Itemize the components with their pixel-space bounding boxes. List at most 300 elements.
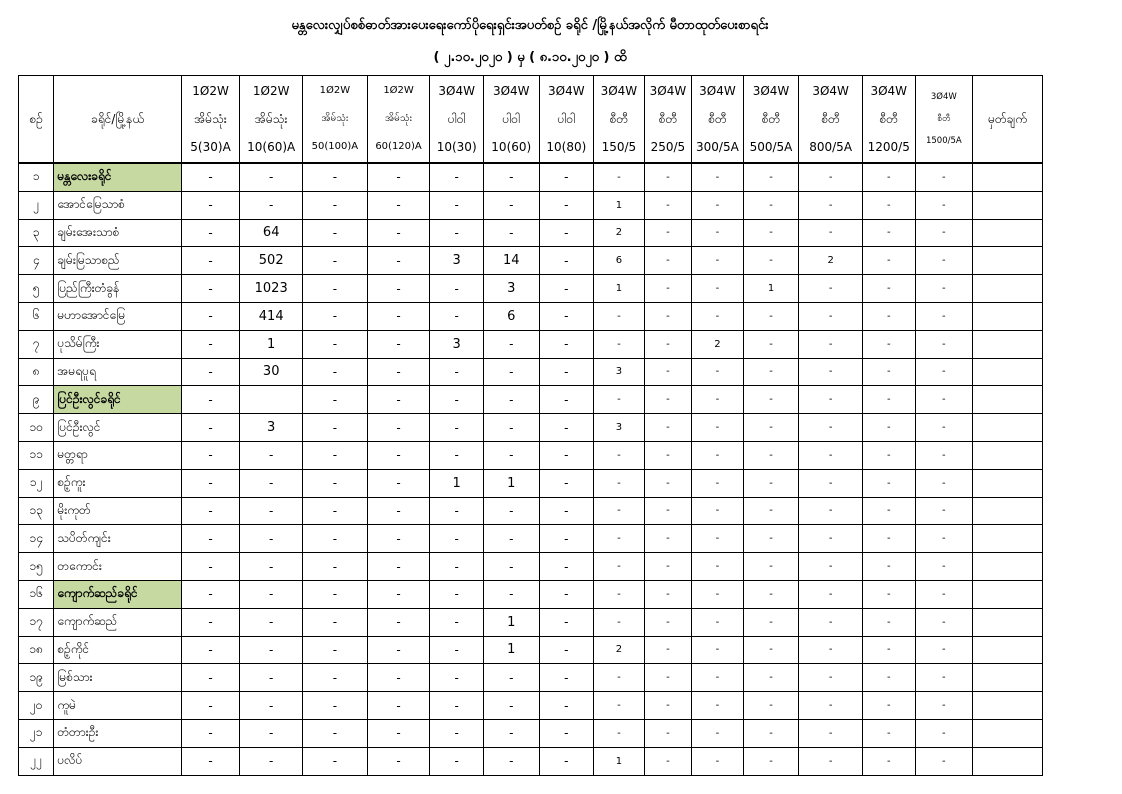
meter-count-cell: - (367, 247, 430, 275)
meter-count-cell: - (483, 163, 539, 191)
meter-count-cell: - (862, 664, 915, 692)
meter-count-cell: - (181, 414, 240, 442)
township-row (19, 275, 1043, 303)
meter-count-cell: - (862, 636, 915, 664)
meter-count-cell: - (483, 719, 539, 747)
meter-count-cell: - (181, 441, 240, 469)
township-name: စဉ့်ကိုင် (54, 636, 181, 664)
column-header-line: 50(100)A (311, 141, 359, 152)
township-row (19, 330, 1043, 358)
column-header-line: 60(120)A (375, 141, 422, 152)
meter-count-cell: - (862, 219, 915, 247)
meter-count-cell: - (594, 441, 645, 469)
meter-count-cell: - (430, 386, 484, 414)
meter-count-cell: - (539, 469, 594, 497)
meter-count-cell: - (743, 636, 799, 664)
meter-count-cell: - (743, 497, 799, 525)
meter-count-cell: - (430, 553, 484, 581)
meter-count-cell: - (303, 414, 368, 442)
meter-count-cell: - (594, 386, 645, 414)
column-header-line: 5(30)A (190, 140, 231, 154)
meter-count-cell: - (367, 719, 430, 747)
meter-count-cell: - (743, 219, 799, 247)
column-header (799, 76, 863, 164)
row-number: ၁၃ (19, 497, 54, 525)
meter-count-cell: - (430, 608, 484, 636)
meter-count-cell: - (743, 247, 799, 275)
meter-count-cell: - (430, 580, 484, 608)
meter-count-cell: - (430, 219, 484, 247)
meter-count-cell: - (799, 441, 863, 469)
meter-count-cell: - (644, 469, 692, 497)
meter-count-cell: - (483, 219, 539, 247)
row-number: ၄ (19, 247, 54, 275)
township-name: မဟာအောင်မြေ (54, 302, 181, 330)
meter-count-cell: - (799, 497, 863, 525)
meter-count-cell: - (644, 747, 692, 775)
meter-count-cell: - (240, 525, 303, 553)
meter-count-cell: - (539, 330, 594, 358)
column-header (915, 76, 973, 164)
meter-count-cell: - (430, 358, 484, 386)
meter-count-cell: - (799, 219, 863, 247)
meter-count-cell: - (539, 191, 594, 219)
column-header-line: 3Ø4W (649, 84, 687, 98)
meter-count-cell: - (915, 163, 973, 191)
remark-cell (973, 747, 1043, 775)
meter-count-cell: - (692, 358, 744, 386)
column-header-line: ပါဝါ (502, 112, 521, 126)
meter-count-cell: - (594, 553, 645, 581)
meter-count-cell: - (240, 608, 303, 636)
meter-count-cell: - (240, 636, 303, 664)
meter-count-cell: - (181, 553, 240, 581)
township-row (19, 414, 1043, 442)
meter-count-cell: - (181, 608, 240, 636)
meter-count-cell: 1 (483, 636, 539, 664)
meter-count-cell: - (181, 636, 240, 664)
column-header (692, 76, 744, 164)
meter-count-cell: - (430, 302, 484, 330)
meter-count-cell: 1 (483, 608, 539, 636)
column-header (594, 76, 645, 164)
meter-count-cell: - (915, 469, 973, 497)
township-row (19, 719, 1043, 747)
row-number: ၁၇ (19, 608, 54, 636)
meter-count-cell: - (692, 191, 744, 219)
meter-count-cell: - (862, 330, 915, 358)
meter-count-cell: - (799, 664, 863, 692)
meter-count-cell: - (240, 664, 303, 692)
meter-count-cell: - (692, 580, 744, 608)
remark-cell (973, 302, 1043, 330)
meter-count-cell: - (799, 636, 863, 664)
meter-count-cell: - (743, 553, 799, 581)
meter-count-cell: 1 (594, 275, 645, 303)
meter-count-cell: - (915, 386, 973, 414)
meter-count-cell: - (644, 497, 692, 525)
meter-count-cell: - (644, 608, 692, 636)
township-name: ပြင်ဦးလွင် (54, 414, 181, 442)
meter-count-cell: - (483, 191, 539, 219)
meter-count-cell: - (430, 719, 484, 747)
row-number: ၁၁ (19, 441, 54, 469)
meter-count-cell: - (594, 580, 645, 608)
meter-count-cell: - (799, 163, 863, 191)
meter-count-cell: - (644, 330, 692, 358)
row-number: ၁၆ (19, 580, 54, 608)
meter-count-cell: - (539, 747, 594, 775)
township-row (19, 469, 1043, 497)
meter-count-cell: - (539, 719, 594, 747)
township-name: အမရပူရ (54, 358, 181, 386)
column-header (240, 76, 303, 164)
district-name: ပြင်ဦးလွင်ခရိုင် (54, 386, 181, 414)
meter-count-cell: - (743, 469, 799, 497)
meter-count-cell: - (862, 302, 915, 330)
meter-count-cell: - (862, 386, 915, 414)
township-row (19, 302, 1043, 330)
township-row (19, 608, 1043, 636)
meter-count-cell: - (692, 608, 744, 636)
meter-count-cell: 1 (594, 191, 645, 219)
township-row (19, 747, 1043, 775)
meter-count-cell: - (743, 608, 799, 636)
district-row (19, 163, 1043, 191)
column-header (644, 76, 692, 164)
meter-count-cell: - (240, 191, 303, 219)
meter-count-cell: - (594, 525, 645, 553)
meter-count-cell: - (862, 191, 915, 219)
meter-count-cell: - (303, 664, 368, 692)
meter-count-cell: 6 (594, 247, 645, 275)
meter-count-cell: - (430, 275, 484, 303)
meter-count-cell: - (303, 247, 368, 275)
column-header (54, 76, 181, 164)
township-name: ချမ်းအေးသာစံ (54, 219, 181, 247)
meter-count-cell: - (181, 692, 240, 720)
meter-count-cell: 2 (594, 636, 645, 664)
column-header-line: 500/5A (749, 140, 793, 154)
meter-count-cell: - (303, 525, 368, 553)
report-title: မန္တလေးလျှပ်စစ်ဓာတ်အားပေးရေးကော်ပိုရေးရှင်းအပတ်စဉ် ခရိုင် /မြို့နယ်အလိုက် မီတာထုတ်ပေးစာရင်း (291, 18, 769, 33)
meter-count-cell: - (240, 163, 303, 191)
meter-count-cell: - (483, 580, 539, 608)
meter-count-cell: - (430, 497, 484, 525)
column-header (430, 76, 484, 164)
meter-count-cell: 3 (430, 247, 484, 275)
meter-count-cell: - (367, 219, 430, 247)
meter-count-cell: - (799, 580, 863, 608)
meter-count-cell: - (539, 553, 594, 581)
meter-count-cell: - (181, 469, 240, 497)
column-header-line: 300/5A (696, 140, 739, 154)
meter-count-cell: - (692, 414, 744, 442)
township-row (19, 219, 1043, 247)
column-header (19, 76, 54, 164)
column-header-line: 10(60) (491, 140, 532, 154)
column-header-line: စီတီ (821, 112, 840, 126)
meter-count-cell: - (594, 497, 645, 525)
meter-count-cell: - (915, 414, 973, 442)
township-row (19, 191, 1043, 219)
meter-count-cell: - (539, 497, 594, 525)
meter-count-cell: - (303, 219, 368, 247)
row-number: ၇ (19, 330, 54, 358)
remark-cell (973, 608, 1043, 636)
meter-count-cell: - (644, 553, 692, 581)
meter-count-cell: - (594, 692, 645, 720)
meter-count-cell: - (539, 525, 594, 553)
meter-count-cell: - (692, 275, 744, 303)
meter-count-cell: - (303, 553, 368, 581)
meter-count-cell: - (692, 747, 744, 775)
meter-count-cell: - (743, 163, 799, 191)
column-header-line: 150/5 (601, 140, 637, 154)
meter-count-cell: - (303, 719, 368, 747)
meter-count-cell: - (303, 358, 368, 386)
meter-count-cell: - (692, 469, 744, 497)
column-header-line: 1Ø2W (383, 85, 414, 96)
meter-count-cell: 3 (430, 330, 484, 358)
column-header (743, 76, 799, 164)
remark-cell (973, 219, 1043, 247)
meter-count-cell: 3 (594, 358, 645, 386)
meter-count-cell: - (240, 497, 303, 525)
meter-count-cell: - (303, 330, 368, 358)
meter-count-cell: - (539, 636, 594, 664)
meter-count-cell: - (240, 719, 303, 747)
remark-cell (973, 191, 1043, 219)
meter-count-cell: - (644, 275, 692, 303)
meter-count-cell: - (430, 664, 484, 692)
meter-count-cell: - (799, 553, 863, 581)
meter-count-cell: - (915, 358, 973, 386)
meter-count-cell: - (915, 664, 973, 692)
meter-count-cell: - (915, 191, 973, 219)
meter-count-cell: 6 (483, 302, 539, 330)
township-row (19, 553, 1043, 581)
meter-count-cell: - (430, 191, 484, 219)
meter-count-cell: - (644, 525, 692, 553)
meter-count-cell: - (862, 608, 915, 636)
meter-count-cell: - (430, 692, 484, 720)
meter-count-cell: - (594, 608, 645, 636)
meter-count-cell: - (915, 553, 973, 581)
meter-count-cell: - (915, 636, 973, 664)
meter-count-cell: - (692, 247, 744, 275)
meter-count-cell: - (483, 441, 539, 469)
column-header-line: 3Ø4W (870, 84, 908, 98)
meter-count-cell: - (181, 580, 240, 608)
meter-count-cell: - (303, 469, 368, 497)
meter-count-cell: - (539, 247, 594, 275)
row-number: ၂၁ (19, 719, 54, 747)
township-name: စဉ့်ကူး (54, 469, 181, 497)
meter-count-cell: - (862, 692, 915, 720)
column-header-line: 3Ø4W (812, 84, 849, 98)
meter-count-cell: - (303, 302, 368, 330)
meter-count-cell: - (303, 441, 368, 469)
meter-count-cell: - (644, 247, 692, 275)
meter-count-cell: - (240, 553, 303, 581)
remark-cell (973, 469, 1043, 497)
meter-count-cell: - (181, 747, 240, 775)
township-name: ကူမဲ (54, 692, 181, 720)
column-header (539, 76, 594, 164)
meter-count-cell: - (539, 302, 594, 330)
meter-count-cell: - (539, 692, 594, 720)
meter-count-cell: - (367, 469, 430, 497)
meter-count-cell: - (240, 747, 303, 775)
meter-count-cell: 2 (799, 247, 863, 275)
column-header-line: 1Ø2W (192, 84, 229, 98)
meter-count-cell: - (799, 469, 863, 497)
meter-count-cell: 3 (594, 414, 645, 442)
meter-count-cell: - (743, 580, 799, 608)
meter-count-cell: - (862, 525, 915, 553)
meter-count-cell: - (799, 525, 863, 553)
township-row (19, 497, 1043, 525)
column-header-line: 1Ø2W (252, 84, 290, 98)
township-name: ပလိပ် (54, 747, 181, 775)
meter-count-cell: - (367, 414, 430, 442)
meter-count-cell: - (181, 191, 240, 219)
meter-count-cell: - (539, 219, 594, 247)
remark-cell (973, 358, 1043, 386)
meter-count-cell: - (240, 441, 303, 469)
meter-count-cell: - (594, 330, 645, 358)
meter-count-cell: - (692, 664, 744, 692)
meter-count-cell: - (862, 275, 915, 303)
meter-count-cell: - (692, 163, 744, 191)
remark-cell (973, 414, 1043, 442)
meter-count-cell: - (644, 219, 692, 247)
meter-count-cell: - (915, 719, 973, 747)
remark-cell (973, 386, 1043, 414)
township-row (19, 358, 1043, 386)
column-header-line: 3Ø4W (699, 84, 736, 98)
meter-count-cell: - (692, 692, 744, 720)
township-row (19, 664, 1043, 692)
meter-count-cell: - (692, 386, 744, 414)
meter-count-cell: 3 (240, 414, 303, 442)
row-number: ၃ (19, 219, 54, 247)
row-number: ၈ (19, 358, 54, 386)
remark-cell (973, 636, 1043, 664)
row-number: ၂ (19, 191, 54, 219)
column-header-line: 1500/5A (925, 136, 962, 146)
meter-count-cell: - (644, 191, 692, 219)
meter-count-cell: - (862, 469, 915, 497)
meter-count-cell: - (743, 302, 799, 330)
meter-count-cell: - (539, 580, 594, 608)
meter-count-cell: - (644, 302, 692, 330)
meter-count-cell: - (915, 747, 973, 775)
meter-count-cell: - (303, 747, 368, 775)
column-header-line: ပါဝါ (447, 112, 466, 126)
meter-count-cell: - (915, 608, 973, 636)
meter-count-cell: - (692, 441, 744, 469)
row-number: ၁၈ (19, 636, 54, 664)
meter-count-cell: 502 (240, 247, 303, 275)
column-header (483, 76, 539, 164)
meter-count-cell: - (799, 275, 863, 303)
remark-cell (973, 441, 1043, 469)
meter-count-cell: - (799, 608, 863, 636)
meter-count-cell: 1 (430, 469, 484, 497)
remark-cell (973, 580, 1043, 608)
meter-count-cell: - (743, 441, 799, 469)
meter-count-cell: - (799, 747, 863, 775)
table-header-row (19, 76, 1043, 164)
column-header-line: 3Ø4W (492, 84, 530, 98)
meter-count-cell: - (367, 163, 430, 191)
township-name: ချမ်းမြသာစည် (54, 247, 181, 275)
meter-count-cell: - (862, 163, 915, 191)
meter-count-cell: - (303, 163, 368, 191)
meter-count-cell: - (539, 163, 594, 191)
meter-count-cell: - (367, 553, 430, 581)
meter-count-cell: - (915, 219, 973, 247)
meter-count-cell: - (594, 664, 645, 692)
meter-count-cell: - (743, 358, 799, 386)
township-row (19, 692, 1043, 720)
meter-count-cell: - (915, 525, 973, 553)
meter-count-cell: - (367, 580, 430, 608)
meter-count-cell (240, 386, 303, 414)
meter-count-cell: - (303, 191, 368, 219)
meter-count-cell: - (367, 608, 430, 636)
column-header-line: 800/5A (809, 140, 853, 154)
row-number: ၁၉ (19, 664, 54, 692)
row-number: ၁၅ (19, 553, 54, 581)
meter-count-cell: - (483, 497, 539, 525)
meter-count-cell: - (644, 386, 692, 414)
column-header (303, 76, 368, 164)
column-header-line: 10(30) (436, 140, 477, 154)
meter-count-cell: - (181, 163, 240, 191)
meter-count-cell: - (692, 636, 744, 664)
meter-count-cell: - (181, 719, 240, 747)
meter-count-cell: - (367, 692, 430, 720)
column-header-line: စီတီ (708, 112, 727, 126)
meter-count-cell: - (862, 414, 915, 442)
row-number: ၂၂ (19, 747, 54, 775)
meter-count-cell: - (303, 275, 368, 303)
meter-count-cell: - (692, 302, 744, 330)
meter-count-cell: - (483, 330, 539, 358)
remark-cell (973, 247, 1043, 275)
remark-cell (973, 719, 1043, 747)
meter-count-cell: - (743, 719, 799, 747)
meter-count-cell: - (303, 580, 368, 608)
meter-count-cell: - (539, 441, 594, 469)
meter-count-cell: - (483, 692, 539, 720)
column-header (973, 76, 1043, 164)
row-number: ၁၀ (19, 414, 54, 442)
meter-count-cell: - (799, 692, 863, 720)
township-name: တံတားဦး (54, 719, 181, 747)
meter-count-cell: - (862, 719, 915, 747)
column-header-line: အိမ်သုံး (254, 112, 288, 126)
meter-count-cell: 1 (743, 275, 799, 303)
column-header-line: စီတီ (761, 112, 781, 126)
meter-count-cell: - (915, 497, 973, 525)
township-name: အောင်မြေသာစံ (54, 191, 181, 219)
township-name: မိုးကုတ် (54, 497, 181, 525)
remark-cell (973, 553, 1043, 581)
